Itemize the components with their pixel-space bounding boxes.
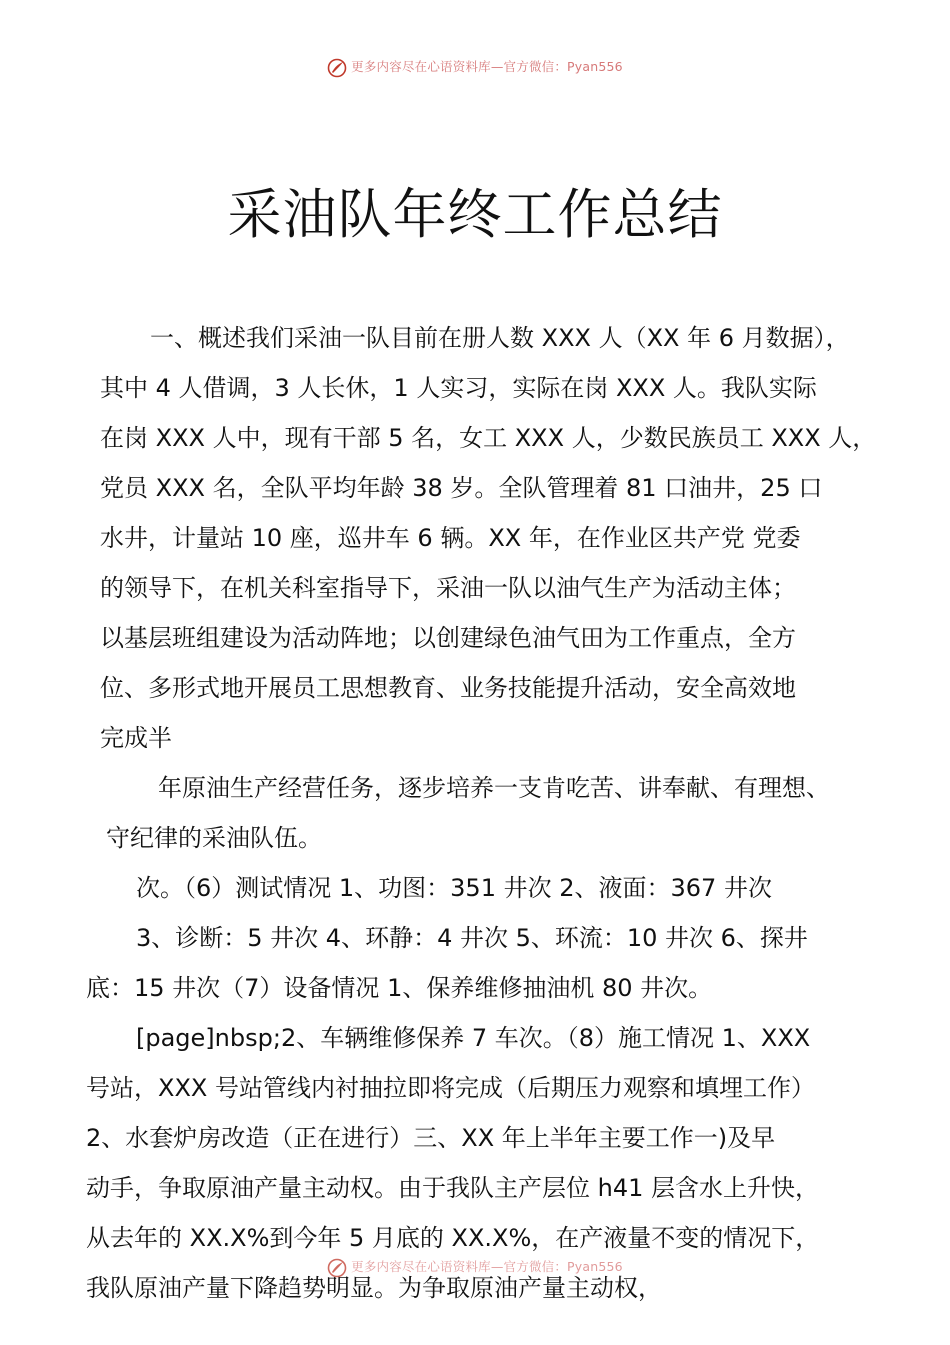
body-line: 动手，争取原油产量主动权。由于我队主产层位 h41 层含水上升快， xyxy=(86,1174,820,1202)
body-line: 底：15 井次（7）设备情况 1、保养维修抽油机 80 井次。 xyxy=(86,974,713,1002)
body-line: 从去年的 XX.X%到今年 5 月底的 XX.X%，在产液量不变的情况下， xyxy=(86,1224,820,1252)
body-line: 次。（6）测试情况 1、功图：351 井次 2、液面：367 井次 xyxy=(136,874,772,902)
body-line: 完成半 xyxy=(100,724,172,752)
body-line: 党员 XXX 名，全队平均年龄 38 岁。全队管理着 81 口油井，25 口 xyxy=(100,474,823,502)
body-line: 在岗 XXX 人中，现有干部 5 名，女工 XXX 人，少数民族员工 XXX 人， xyxy=(100,424,877,452)
body-line: 守纪律的采油队伍。 xyxy=(106,824,322,852)
body-line: 年原油生产经营任务，逐步培养一支肯吃苦、讲奉献、有理想、 xyxy=(158,774,830,802)
body-line: 号站，XXX 号站管线内衬抽拉即将完成（后期压力观察和填埋工作） xyxy=(86,1074,815,1102)
body-line: 水井，计量站 10 座，巡井车 6 辆。XX 年，在作业区共产党 党委 xyxy=(100,524,801,552)
watermark-text: 更多内容尽在心语资料库—官方微信：Pyan556 xyxy=(351,1259,623,1274)
body-line: [page]nbsp;2、车辆维修保养 7 车次。（8）施工情况 1、XXX xyxy=(136,1024,811,1052)
body-line: 以基层班组建设为活动阵地；以创建绿色油气田为工作重点，全方 xyxy=(100,624,796,652)
body-line: 一、概述我们采油一队目前在册人数 XXX 人（XX 年 6 月数据）， xyxy=(150,324,850,352)
body-line: 2、水套炉房改造（正在进行）三、XX 年上半年主要工作一)及早 xyxy=(86,1124,776,1152)
body-line: 我队原油产量下降趋势明显。为争取原油产量主动权， xyxy=(86,1274,662,1302)
watermark-text: 更多内容尽在心语资料库—官方微信：Pyan556 xyxy=(351,59,623,74)
body-line: 的领导下，在机关科室指导下，采油一队以油气生产为活动主体； xyxy=(100,574,796,602)
quill-logo-icon xyxy=(327,58,347,78)
body-line: 其中 4 人借调，3 人长休，1 人实习，实际在岗 XXX 人。我队实际 xyxy=(100,374,817,402)
footer-watermark xyxy=(0,1257,950,1278)
quill-logo-icon xyxy=(327,1258,347,1278)
header-watermark xyxy=(0,57,950,78)
document-title: 采油队年终工作总结 xyxy=(227,183,723,246)
body-line: 位、多形式地开展员工思想教育、业务技能提升活动，安全高效地 xyxy=(100,674,796,702)
body-line: 3、诊断：5 井次 4、环静：4 井次 5、环流：10 井次 6、探井 xyxy=(136,924,808,952)
